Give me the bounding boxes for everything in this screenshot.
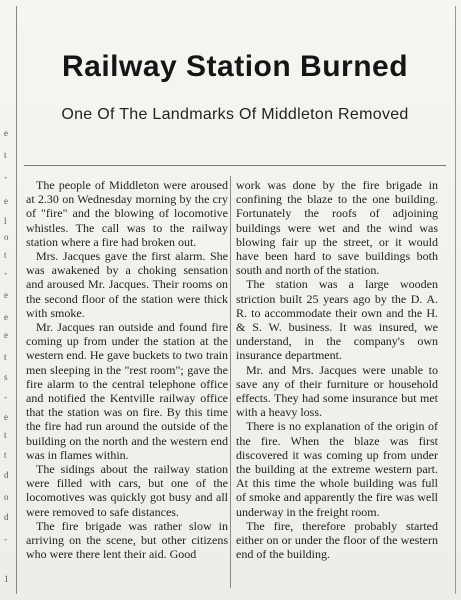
margin-letter: t [4, 430, 7, 440]
margin-letter: o [4, 492, 9, 502]
headline-rule [24, 165, 446, 166]
right-column [236, 178, 438, 561]
margin-letter: e [4, 312, 8, 322]
margin-letter: d [4, 512, 9, 522]
paragraph: The sidings about the railway station were filled with cars, but one of the locomotives was quickly got busy and all were removed to safe distances. [26, 462, 228, 519]
paragraph: Mr. and Mrs. Jacques were unable to save any of their furniture or household effects. They had some insurance but met with a heavy loss. [236, 362, 438, 420]
margin-letter: s [4, 372, 8, 382]
paragraph-continued: work was done by the fire brigade in confining the blaze to the one building. Fortunately the roofs of adjoining buildings were wet and the wind was blowing fair up the street, or it would have been hard to save buildings both south and north of the station. [236, 178, 438, 278]
margin-letter: e [4, 330, 8, 340]
paragraph: The station was a large wooden striction built 25 years ago by the D. A. R. to accommodate their own and the H. & S. W. business. It was insured, we understand, in the company's own insurance department. [236, 277, 438, 363]
margin-letter: e [4, 196, 8, 206]
margin-letter: 1 [4, 574, 9, 584]
margin-letter: - [4, 392, 7, 402]
paragraph: Mrs. Jacques gave the first alarm. She was awakened by a choking sensation and aroused Mr. Jacques. Their rooms on the second floor of the station were thick with smoke. [26, 249, 228, 320]
margin-letter: - [4, 172, 7, 182]
margin-letter: t [4, 250, 7, 260]
margin-letter: t [4, 450, 7, 460]
margin-letter: e [4, 128, 8, 138]
article-headline: Railway Station Burned [61, 50, 409, 84]
margin-letter: t [4, 150, 7, 160]
paragraph: The fire brigade was rather slow in arriving on the scene, but other citizens who were there lent their aid. Good [26, 518, 228, 562]
margin-letter: t [4, 352, 7, 362]
margin-letter: - [4, 534, 7, 544]
margin-letter: - [4, 268, 7, 278]
margin-letter: e [4, 412, 8, 422]
article-subheadline: One Of The Landmarks Of Middleton Removed [61, 106, 409, 123]
paragraph: The people of Middleton were aroused at 2.30 on Wednesday morning by the cry of "fire" and the blowing of locomotive whistles. The call was to the railway station where a fire had broken out. [26, 178, 228, 249]
column-divider [230, 176, 231, 588]
paragraph: The fire, therefore probably started either on or under the floor of the western end of the building. [236, 518, 438, 562]
margin-letter: o [4, 232, 9, 242]
paragraph: There is no explanation of the origin of the fire. When the blaze was first discovered it was coming up from under the building at the extreme western part. At this time the whole building was full of smoke and apparently the fire was well underway in the freight room. [236, 419, 438, 519]
margin-letter: d [4, 470, 9, 480]
left-column [26, 178, 228, 561]
paragraph: Mr. Jacques ran outside and found fire coming up from under the station at the western end. He gave buckets to two train men sleeping in the "rest room"; gave the fire alarm to the central telephone office and notified the Kentville railway office that the station was on fire. By this time the fire had run around the outside of the building on the north and the western end was in flames within. [26, 320, 228, 462]
margin-letter: e [4, 290, 8, 300]
left-margin-gutter [0, 0, 14, 600]
margin-letter: l [4, 216, 7, 226]
